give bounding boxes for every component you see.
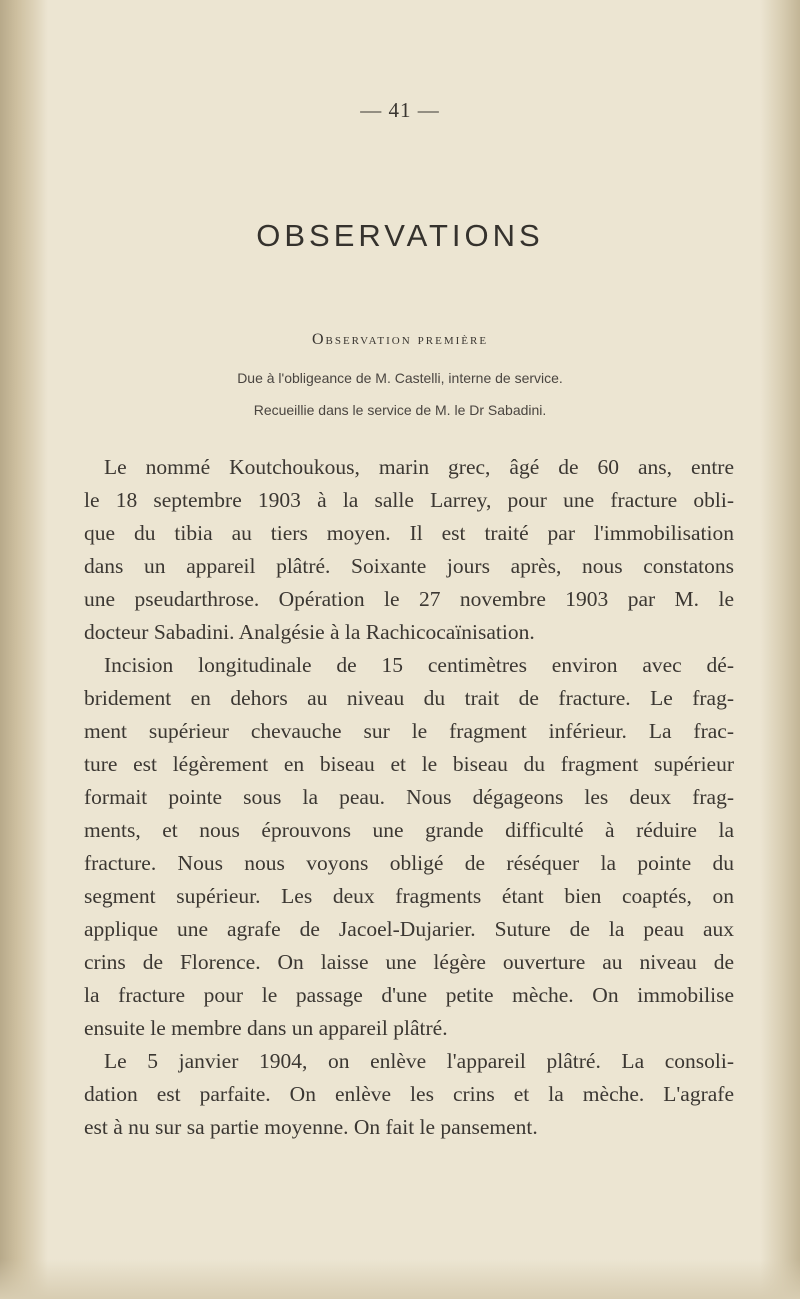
body-line: bridement en dehors au niveau du trait de fracture. Le frag- xyxy=(84,686,734,710)
body-line: dation est parfaite. On enlève les crins et la mèche. L'agrafe xyxy=(84,1082,734,1106)
body-line: Incision longitudinale de 15 centimètres environ avec dé- xyxy=(104,653,734,677)
body-line: ture est légèrement en biseau et le biseau du fragment supérieur xyxy=(84,752,734,776)
body-line: la fracture pour le passage d'une petite mèche. On immobilise xyxy=(84,983,734,1007)
page-edge-shadow-bottom xyxy=(0,1259,800,1299)
body-line: docteur Sabadini. Analgésie à la Rachicocaïnisation. xyxy=(84,620,535,644)
section-heading: OBSERVATIONS xyxy=(256,218,544,253)
body-line: formait pointe sous la peau. Nous dégageons les deux frag- xyxy=(84,785,734,809)
body-line: le 18 septembre 1903 à la salle Larrey, pour une fracture obli- xyxy=(84,488,734,512)
body-line: une pseudarthrose. Opération le 27 novembre 1903 par M. le xyxy=(84,587,734,611)
body-line: segment supérieur. Les deux fragments étant bien coaptés, on xyxy=(84,884,734,908)
body-line: Le 5 janvier 1904, on enlève l'appareil plâtré. La consoli- xyxy=(104,1049,734,1073)
body-line: Le nommé Koutchoukous, marin grec, âgé de 60 ans, entre xyxy=(104,455,734,479)
observation-title: Observation première xyxy=(311,331,489,348)
body-line: ment supérieur chevauche sur le fragment inférieur. La frac- xyxy=(84,719,734,743)
page-edge-shadow-left xyxy=(0,0,48,1299)
body-line: ments, et nous éprouvons une grande difficulté à réduire la xyxy=(84,818,734,842)
body-line: applique une agrafe de Jacoel-Dujarier. Suture de la peau aux xyxy=(84,917,734,941)
credit-line-1: Due à l'obligeance de M. Castelli, interne de service. xyxy=(237,370,563,386)
body-line: ensuite le membre dans un appareil plâtré. xyxy=(84,1016,448,1040)
body-line: est à nu sur sa partie moyenne. On fait le pansement. xyxy=(84,1115,538,1139)
body-line: fracture. Nous nous voyons obligé de réséquer la pointe du xyxy=(84,851,734,875)
page-edge-shadow-right xyxy=(760,0,800,1299)
body-line: crins de Florence. On laisse une légère ouverture au niveau de xyxy=(84,950,734,974)
credit-line-2: Recueillie dans le service de M. le Dr Sabadini. xyxy=(253,402,547,418)
page-number: — 41 — xyxy=(360,98,440,122)
body-line: que du tibia au tiers moyen. Il est traité par l'immobilisation xyxy=(84,521,734,545)
body-line: dans un appareil plâtré. Soixante jours après, nous constatons xyxy=(84,554,734,578)
